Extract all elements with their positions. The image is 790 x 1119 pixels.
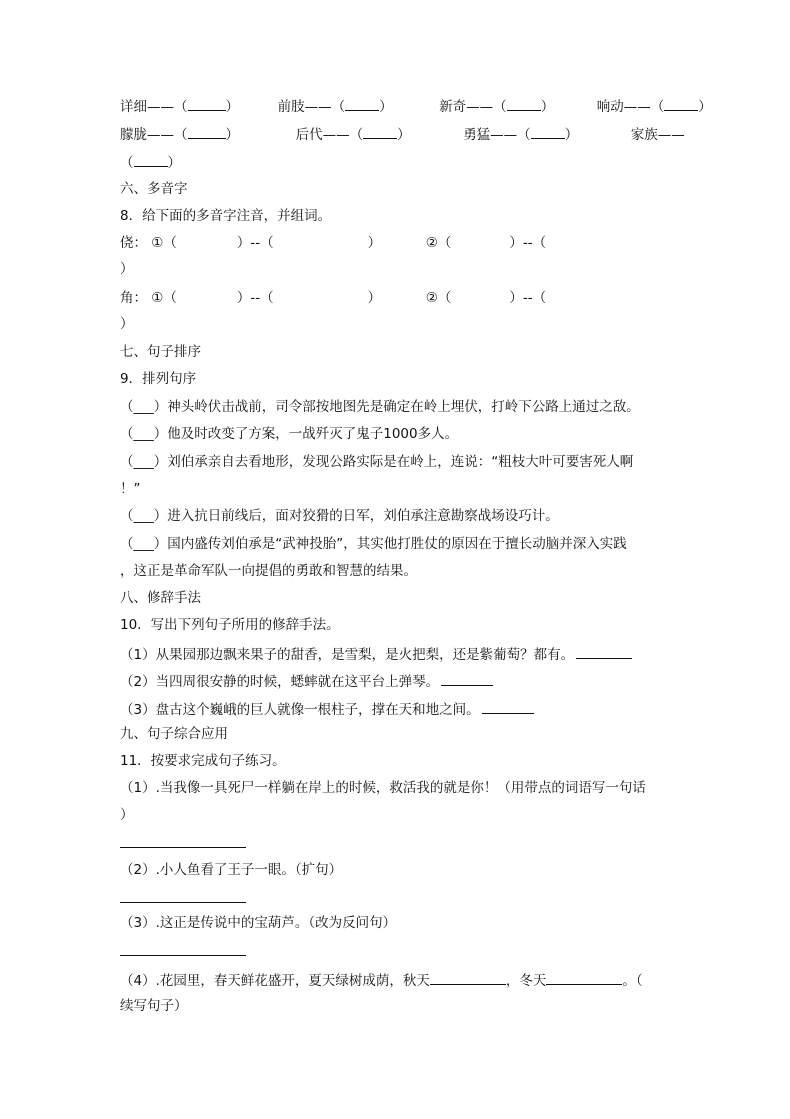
exercise-4: （4）.花园里，春天鲜花盛开，夏天绿树成荫，秋天 ，冬天 。（ <box>120 970 643 990</box>
rhetoric-item-2: （2）当四周很安静的时候，蟋蟀就在这平台上弹琴。 <box>120 671 493 691</box>
antonym-item: 家族—— <box>630 127 685 143</box>
sentence-item: （___）进入抗日前线后，面对狡猾的日军，刘伯承注意勘察战场设巧计。 <box>120 508 559 524</box>
section-heading: 九、句子综合应用 <box>120 726 228 742</box>
antonym-item: 勇猛——（ ） <box>463 127 578 143</box>
antonym-row-1 <box>120 96 712 116</box>
antonym-item: 响动——（ ） <box>597 99 712 115</box>
answer-blank[interactable] <box>188 96 226 111</box>
question-9: 9．排列句序 <box>120 371 197 387</box>
answer-line[interactable] <box>120 847 246 848</box>
answer-blank[interactable] <box>430 970 506 985</box>
polyphone-wrap-1: ） <box>120 261 134 277</box>
question-11: 11．按要求完成句子练习。 <box>120 753 286 769</box>
answer-blank[interactable] <box>576 644 632 659</box>
sentence-item: （___）他及时改变了方案，一战歼灭了鬼子1000多人。 <box>120 426 459 442</box>
section-heading: 六、多音字 <box>120 181 188 197</box>
answer-blank[interactable] <box>363 124 397 139</box>
exercise-3: （3）.这正是传说中的宝葫芦。（改为反问句） <box>120 915 397 931</box>
sentence-item: （___）神头岭伏击战前，司令部按地图先是确定在岭上埋伏，打岭下公路上通过之敌。 <box>120 399 640 415</box>
answer-blank[interactable] <box>345 96 379 111</box>
section-heading: 八、修辞手法 <box>120 590 201 606</box>
answer-blank[interactable] <box>546 970 622 985</box>
answer-line[interactable] <box>120 955 246 956</box>
section-heading: 七、句子排序 <box>120 344 201 360</box>
answer-blank[interactable] <box>507 96 541 111</box>
sentence-item: （___）刘伯承亲自去看地形，发现公路实际是在岭上，连说：“粗枝大叶可要害死人啊 <box>120 454 634 470</box>
antonym-item: 朦胧——（ ） <box>120 127 239 143</box>
antonym-item: 新奇——（ ） <box>439 99 554 115</box>
sentence-item-continued: ，这正是革命军队一向提倡的勇敢和智慧的结果。 <box>120 563 417 579</box>
answer-blank[interactable] <box>482 699 534 714</box>
polyphone-row-2: 角： ①（ ）--（ ） ②（ ）--（ <box>120 290 547 306</box>
answer-blank[interactable] <box>188 124 226 139</box>
rhetoric-item-3: （3）盘古这个巍峨的巨人就像一根柱子，撑在天和地之间。 <box>120 699 534 719</box>
antonym-row-2 <box>120 124 685 144</box>
answer-blank[interactable] <box>441 671 493 686</box>
answer-line[interactable] <box>120 902 246 903</box>
answer-blank[interactable] <box>531 124 565 139</box>
exercise-4-continued: 续写句子） <box>120 998 188 1014</box>
answer-blank[interactable] <box>134 152 168 167</box>
exercise-1-continued: ） <box>120 807 134 823</box>
polyphone-wrap-2: ） <box>120 316 134 332</box>
exercise-1: （1）.当我像一具死尸一样躺在岸上的时候，救活我的就是你！（用带点的词语写一句话 <box>120 780 646 796</box>
sentence-item-continued: ！” <box>120 481 141 497</box>
exercise-2: （2）.小人鱼看了王子一眼。（扩句） <box>120 862 343 878</box>
sentence-item: （___）国内盛传刘伯承是“武神投胎”，其实他打胜仗的原因在于擅长动脑并深入实践 <box>120 536 627 552</box>
antonym-item: 详细——（ ） <box>120 99 239 115</box>
question-8: 8．给下面的多音字注音，并组词。 <box>120 208 332 224</box>
antonym-item: 前肢——（ ） <box>278 99 393 115</box>
antonym-item: 后代——（ ） <box>296 127 411 143</box>
question-10: 10．写出下列句子所用的修辞手法。 <box>120 617 340 633</box>
polyphone-row-1: 侥： ①（ ）--（ ） ②（ ）--（ <box>120 235 547 251</box>
answer-blank[interactable] <box>664 96 698 111</box>
antonym-row-3: （ ） <box>120 152 181 172</box>
rhetoric-item-1: （1）从果园那边飘来果子的甜香，是雪梨，是火把梨，还是紫葡萄？都有。 <box>120 644 632 664</box>
